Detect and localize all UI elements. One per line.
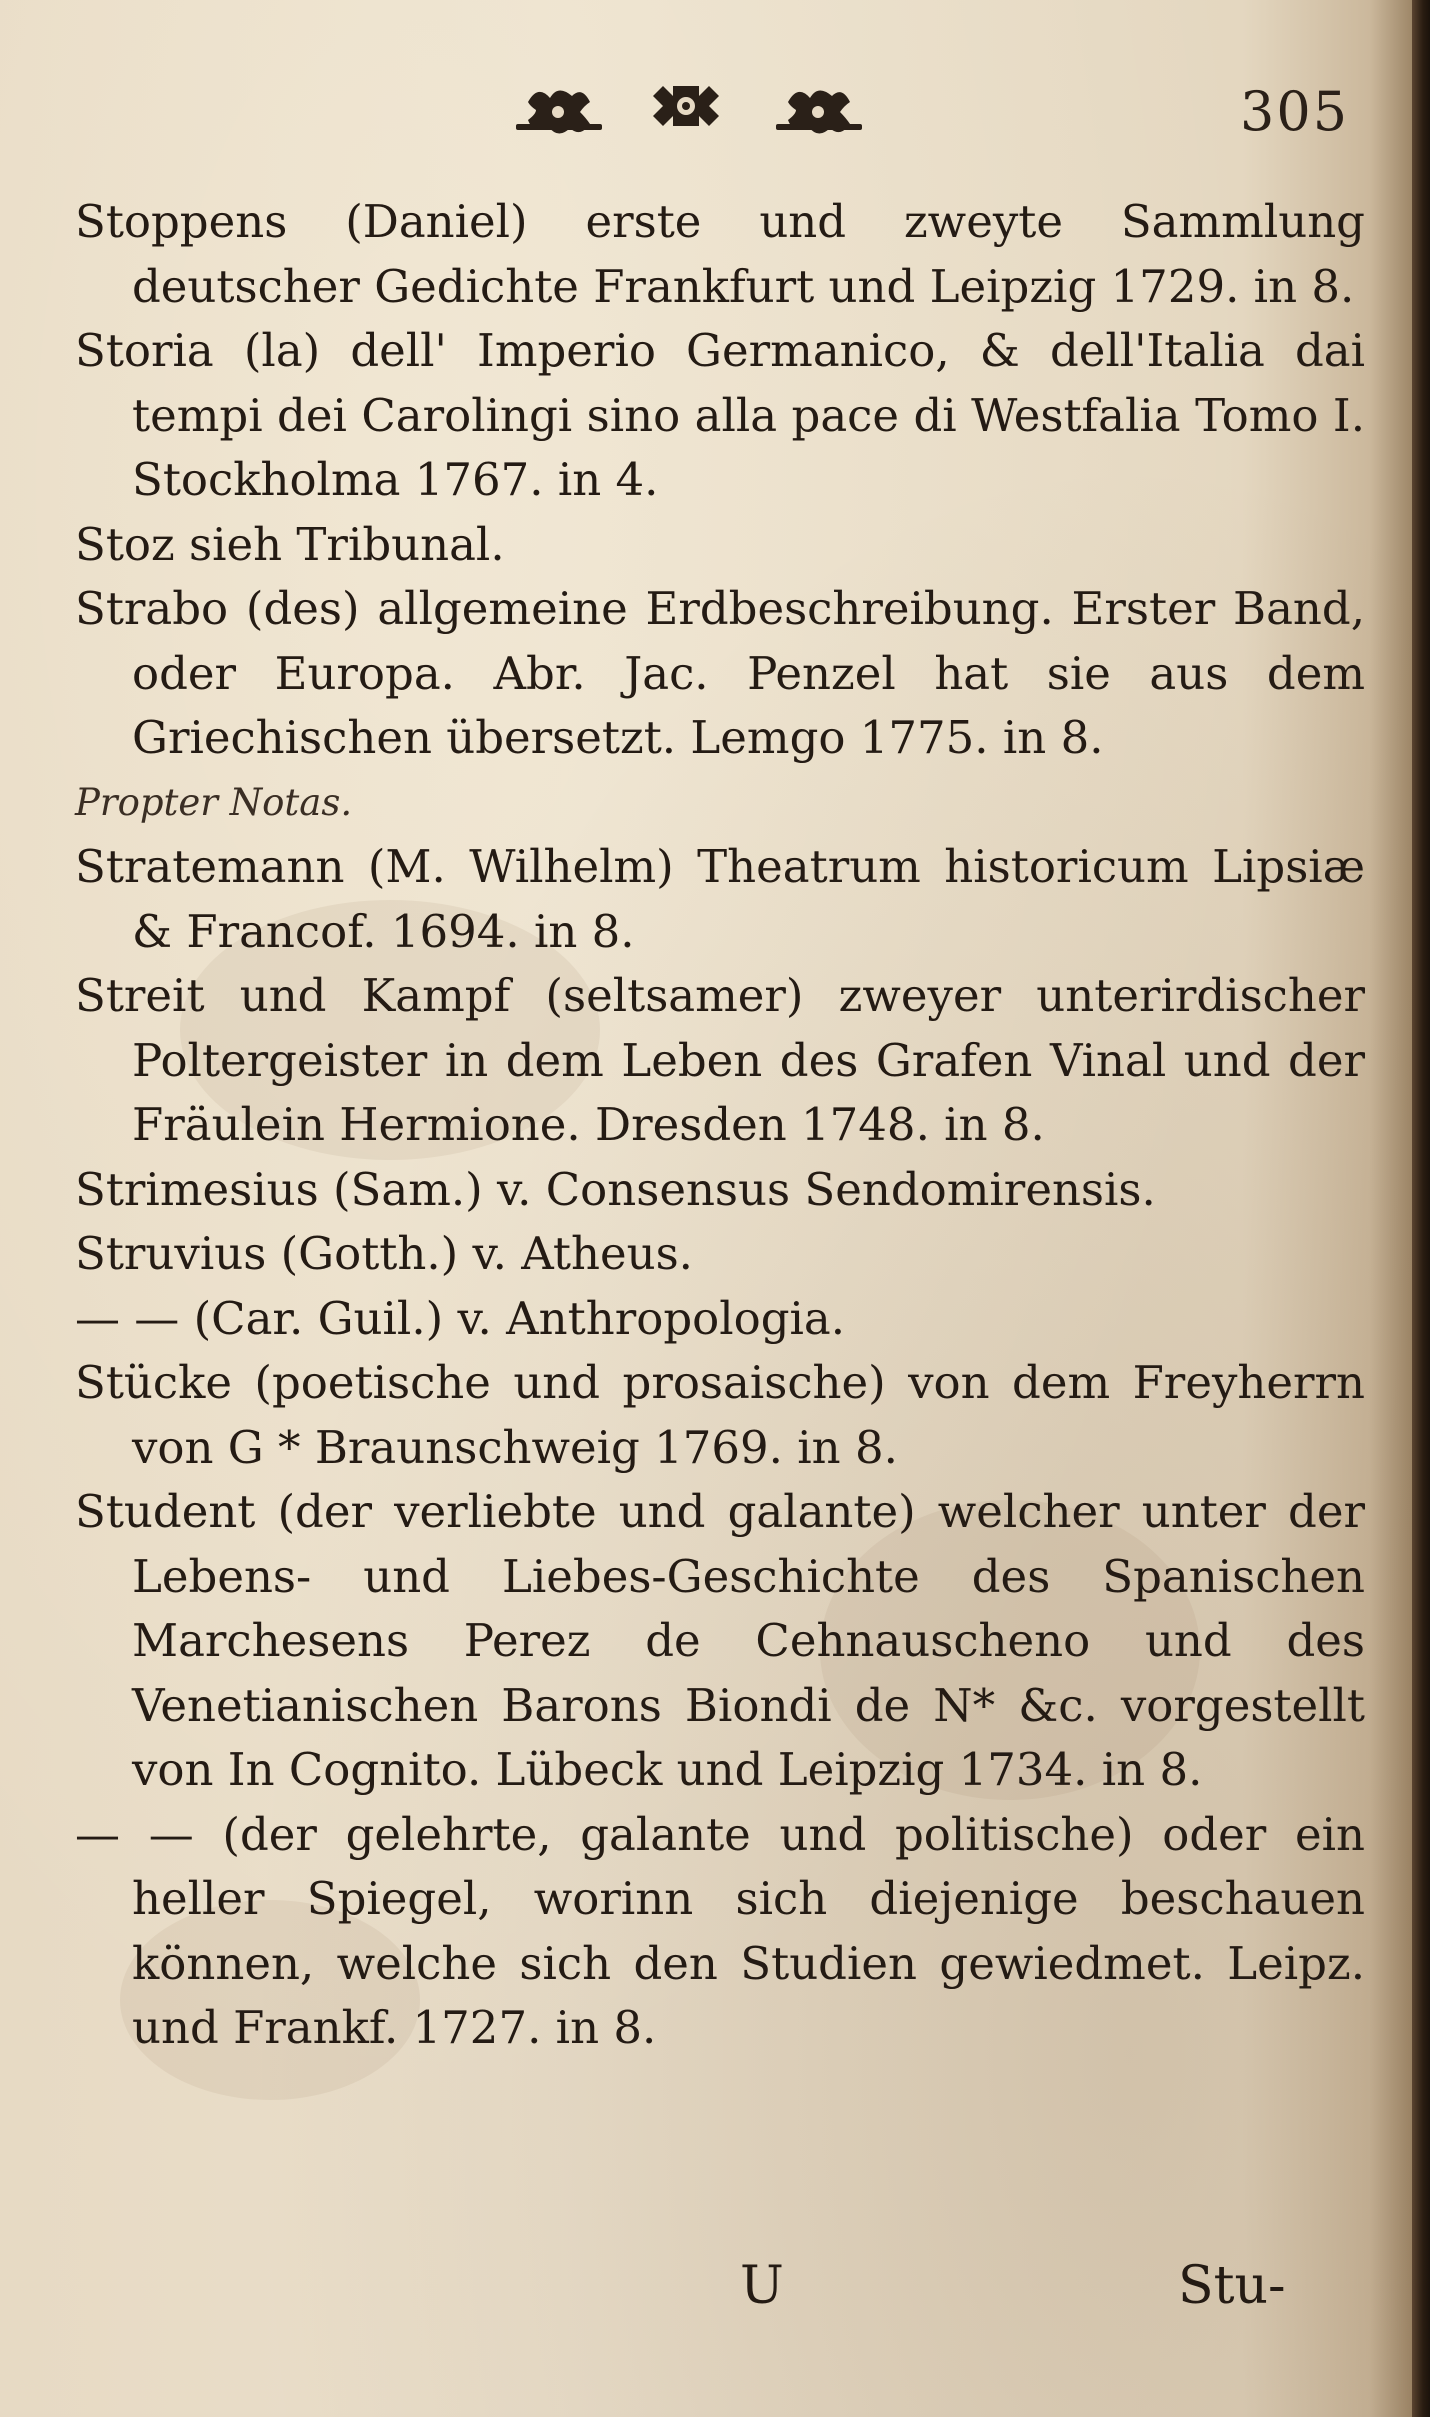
signature-mark: U (740, 2256, 784, 2316)
entry-stoz: Stoz sieh Tribunal. (75, 517, 505, 571)
bibliography-entries (75, 190, 1365, 2061)
entry-strabo: Strabo (des) allgemeine Erdbeschreibung. Erster Band, oder Europa. Abr. Jac. Penzel hat sie aus dem Griechischen übersetzt. Lemgo 1775. in 8. (75, 582, 1365, 764)
entry-student-verliebte: Student (der verliebte und galante) welcher unter der Lebens- und Liebes-Geschichte des Spanischen Marchesens Perez de Cehnauscheno und des Venetianischen Barons Biondi de N* &c. vorgestellt von In Cognito. Lübeck und Leipzig 1734. in 8. (75, 1485, 1365, 1796)
entry-stoppens: Stoppens (Daniel) erste und zweyte Sammlung deutscher Gedichte Frankfurt und Leipzig 1729. in 8. (75, 195, 1365, 313)
fleuron-icon (508, 72, 894, 154)
entry-streit-und-kampf: Streit und Kampf (seltsamer) zweyer unterirdischer Poltergeister in dem Leben des Grafen Vinal und der Fräulein Hermione. Dresden 1748. in 8. (75, 969, 1365, 1151)
entry-struvius-gotth: Struvius (Gotth.) v. Atheus. (75, 1227, 693, 1280)
entry-stuecke: Stücke (poetische und prosaische) von dem Freyherrn von G * Braunschweig 1769. in 8. (75, 1356, 1365, 1474)
catchword: Stu- (1178, 2256, 1286, 2316)
header-ornament (508, 72, 894, 154)
entry-strimesius: Strimesius (Sam.) v. Consensus Sendomirensis. (75, 1162, 1156, 1216)
entry-stratemann: Stratemann (M. Wilhelm) Theatrum historicum Lipsiæ & Francof. 1694. in 8. (75, 840, 1365, 958)
entry-note-propter-notas: Propter Notas. (75, 780, 353, 824)
book-binding-edge (1412, 0, 1430, 2417)
entry-struvius-car-guil: — — (Car. Guil.) v. Anthropologia. (75, 1291, 846, 1345)
entry-storia: Storia (la) dell' Imperio Germanico, & dell'Italia dai tempi dei Carolingi sino alla pace di Westfalia Tomo I. Stockholma 1767. in 4. (75, 324, 1365, 506)
entry-student-gelehrte: — — (der gelehrte, galante und politische) oder ein heller Spiegel, worinn sich diejenige beschauen können, welche sich den Studien gewiedmet. Leipz. und Frankf. 1727. in 8. (75, 1807, 1365, 2054)
page-number: 305 (1240, 80, 1350, 143)
